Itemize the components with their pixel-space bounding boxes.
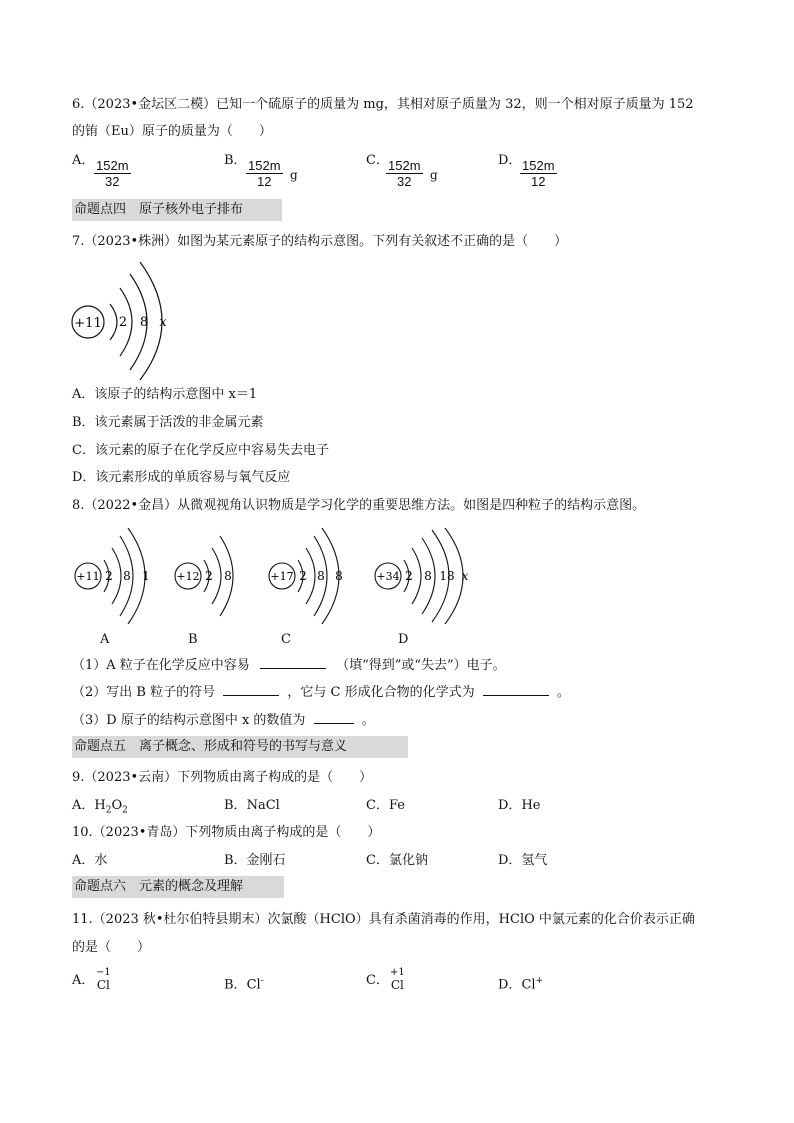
option-text: NaCl: [246, 798, 280, 813]
particle-label-d: D: [398, 632, 409, 647]
q9-option-c[interactable]: [366, 797, 405, 815]
denominator: 32: [397, 174, 412, 189]
q8-sub3: [72, 711, 375, 730]
q7-option-c[interactable]: C．该元素的原子在化学反应中容易失去电子: [72, 443, 329, 458]
svg-text:18: 18: [439, 569, 455, 583]
q6-stem-line2: 的铕（Eu）原子的质量为（ ）: [72, 124, 272, 139]
svg-text:8: 8: [224, 569, 232, 583]
q10-option-c[interactable]: C．氯化钠: [366, 853, 428, 868]
q8-sub1-text: （1）A 粒子在化学反应中容易: [72, 658, 250, 673]
answer-blank-4[interactable]: [314, 711, 354, 724]
q9-option-a[interactable]: [72, 797, 128, 820]
q8-sub1-text-b: （填“得到”或“失去”）电子。: [336, 658, 506, 673]
q8-stem: 8.（2022•金昌）从微观视角认识物质是学习化学的重要思维方法。如图是四种粒子的结构示意图。: [72, 498, 646, 513]
option-letter: C．: [366, 153, 389, 168]
q8-sub3-text: （3）D 原子的结构示意图中 x 的数值为: [72, 713, 306, 728]
option-letter: A．: [72, 973, 95, 988]
ion-charge: +: [535, 976, 544, 986]
element-symbol: Cl: [96, 978, 110, 992]
section-header-6: 命题点六 元素的概念及理解: [72, 876, 284, 898]
fraction: [94, 158, 131, 189]
fraction: [520, 158, 557, 189]
answer-blank-2[interactable]: [223, 683, 279, 696]
q11-stem-line2: 的是（ ）: [72, 940, 151, 955]
unit: g: [430, 168, 438, 182]
svg-text:2: 2: [299, 569, 307, 583]
section-header-4: 命题点四 原子核外电子排布: [72, 199, 282, 221]
q11-option-b[interactable]: [224, 972, 264, 994]
svg-text:8: 8: [424, 569, 432, 583]
q9-stem: 9.（2023•云南）下列物质由离子构成的是（ ）: [72, 770, 373, 785]
svg-text:8: 8: [317, 569, 325, 583]
q7-atom-diagram: [68, 262, 198, 380]
q11-stem-line1: 11.（2023 秋•杜尔伯特县期末）次氯酸（HClO）具有杀菌消毒的作用，HClO 中氯元素的化合价表示正确: [72, 912, 695, 927]
element-symbol: Cl: [521, 977, 536, 993]
option-letter: A．: [72, 153, 95, 168]
valence-notation: [390, 966, 405, 992]
q7-option-d[interactable]: D．该元素形成的单质容易与氧气反应: [72, 470, 291, 485]
svg-text:8: 8: [335, 569, 343, 583]
denominator: 12: [257, 174, 272, 189]
svg-text:2: 2: [405, 569, 413, 583]
nucleus-charge: +11: [74, 316, 102, 331]
q10-stem: 10.（2023•青岛）下列物质由离子构成的是（ ）: [72, 825, 381, 840]
option-text: Fe: [388, 798, 405, 813]
q10-option-b[interactable]: B．金刚石: [224, 853, 286, 868]
numerator: 152m: [96, 158, 129, 173]
q10-option-a[interactable]: A．水: [72, 853, 108, 868]
numerator: 152m: [522, 158, 555, 173]
q8-sub1: [72, 656, 506, 675]
section-header-5: 命题点五 离子概念、形成和符号的书写与意义: [72, 736, 408, 758]
particle-b: [175, 536, 233, 616]
particle-d: [375, 528, 469, 624]
svg-text:+17: +17: [270, 570, 294, 583]
particle-label-a: A: [100, 632, 110, 647]
option-letter: C．: [366, 798, 389, 813]
shell-electrons-3: x: [159, 315, 167, 330]
q8-particle-diagrams: [70, 528, 490, 624]
option-letter: A．: [72, 798, 95, 813]
numerator: 152m: [248, 158, 281, 173]
q9-option-d[interactable]: [498, 797, 540, 815]
option-letter: D．: [498, 798, 522, 813]
subscript: 2: [105, 805, 112, 816]
q11-option-d[interactable]: [498, 972, 543, 994]
svg-text:1: 1: [142, 569, 150, 583]
svg-text:+34: +34: [376, 570, 400, 583]
option-letter: B．: [224, 977, 247, 993]
element-symbol: Cl: [246, 977, 261, 993]
option-letter: C．: [366, 973, 389, 988]
option-text: He: [521, 798, 541, 813]
valence-value: +1: [390, 967, 405, 978]
option-letter: B．: [224, 153, 247, 168]
subscript: 2: [122, 805, 128, 816]
shell-electrons-1: 2: [118, 315, 128, 330]
q10-option-d[interactable]: D．氢气: [498, 853, 548, 868]
valence-notation: [96, 966, 111, 992]
q7-option-a[interactable]: A．该原子的结构示意图中 x＝1: [72, 387, 258, 402]
unit: g: [290, 168, 298, 182]
svg-text:+12: +12: [176, 570, 200, 583]
fraction: [386, 158, 423, 189]
q9-option-b[interactable]: [224, 797, 280, 815]
q7-option-b[interactable]: B．该元素属于活泼的非金属元素: [72, 415, 264, 430]
particle-c: [269, 528, 343, 624]
svg-text:+11: +11: [76, 570, 100, 583]
q7-stem: 7.（2023•株洲）如图为某元素原子的结构示意图。下列有关叙述不正确的是（ ）: [72, 234, 568, 249]
option-letter: D．: [498, 977, 522, 993]
answer-blank-1[interactable]: [260, 656, 326, 669]
answer-blank-3[interactable]: [483, 683, 549, 696]
option-letter: D．: [498, 153, 522, 168]
element-symbol: Cl: [390, 978, 404, 992]
svg-text:2: 2: [105, 569, 113, 583]
ion-charge: -: [260, 976, 264, 986]
denominator: 12: [531, 174, 546, 189]
svg-text:8: 8: [123, 569, 131, 583]
q8-sub2-text: （2）写出 B 粒子的符号: [72, 685, 216, 700]
denominator: 32: [105, 174, 120, 189]
q8-sub2-text-b: ，它与 C 形成化合物的化学式为: [287, 685, 475, 700]
formula-part: H: [94, 798, 106, 813]
q8-sub2-text-c: 。: [556, 685, 570, 700]
svg-text:2: 2: [205, 569, 213, 583]
numerator: 152m: [388, 158, 421, 173]
particle-a: [75, 528, 150, 624]
valence-value: −1: [96, 967, 111, 978]
q6-stem-line1: 6.（2023•金坛区二模）已知一个硫原子的质量为 mg，其相对原子质量为 32，则一个相对原子质量为 152: [72, 97, 694, 112]
particle-label-c: C: [281, 632, 291, 647]
particle-label-b: B: [188, 632, 198, 647]
shell-electrons-2: 8: [139, 315, 149, 330]
q8-sub3-text-b: 。: [361, 713, 375, 728]
option-letter: B．: [224, 798, 247, 813]
fraction: [246, 158, 283, 189]
formula-part: O: [111, 798, 123, 813]
q8-sub2: [72, 683, 570, 702]
svg-text:x: x: [461, 569, 469, 583]
